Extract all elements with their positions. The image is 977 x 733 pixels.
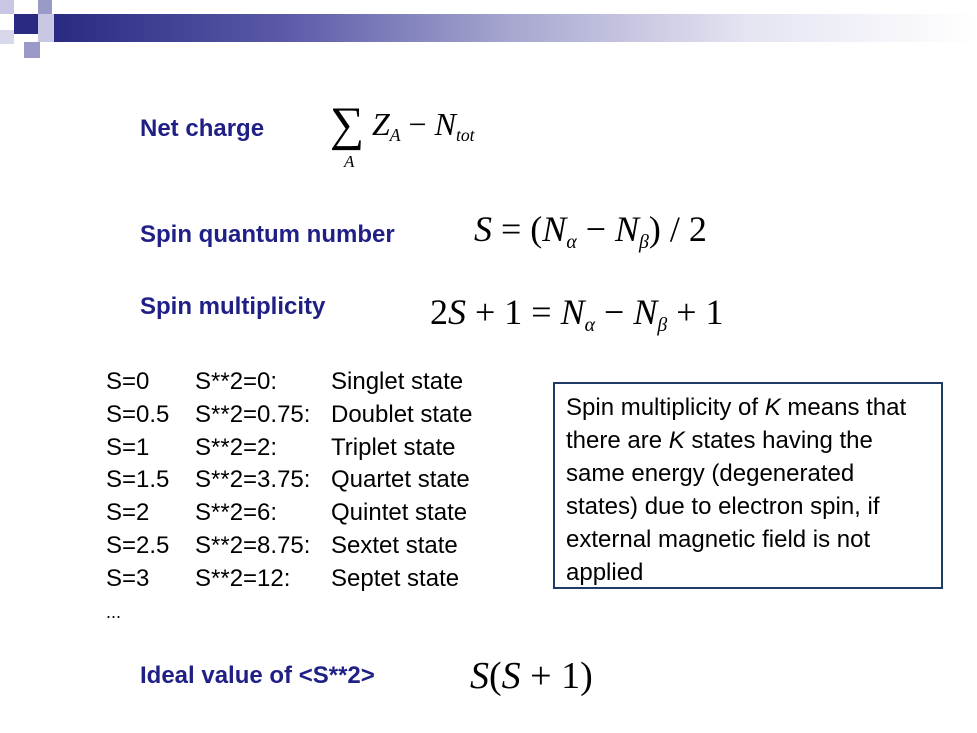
net-charge-terms: $Z_A - N_{tot}$ [372,106,475,146]
net-charge-label: Net charge [140,115,265,142]
deco-square [38,14,54,42]
deco-square [38,0,52,14]
deco-square [0,30,14,44]
deco-square [14,14,38,34]
deco-square [24,42,40,58]
spin-multiplicity-label: Spin multiplicity [140,293,326,320]
ideal-value-label: Ideal value of <S**2> [140,662,375,689]
header-gradient-bar [54,14,977,42]
spin-quantum-label: Spin quantum number [140,221,395,248]
sum-symbol: ∑ [330,98,365,151]
spin-multiplicity-formula: $2S + 1 = N_\alpha - N_\beta + 1$ [430,292,724,336]
sum-subscript: A [344,152,355,171]
ideal-value-formula: S(S + 1) [470,655,593,697]
multiplicity-note-box: Spin multiplicity of K means that there are K states having the same energy (degenerated states) due to electron spin, if external magnetic field is not applied [553,382,943,589]
spin-quantum-formula: $S = (N_\alpha - N_\beta) / 2$ [474,209,707,253]
deco-square [0,0,14,14]
